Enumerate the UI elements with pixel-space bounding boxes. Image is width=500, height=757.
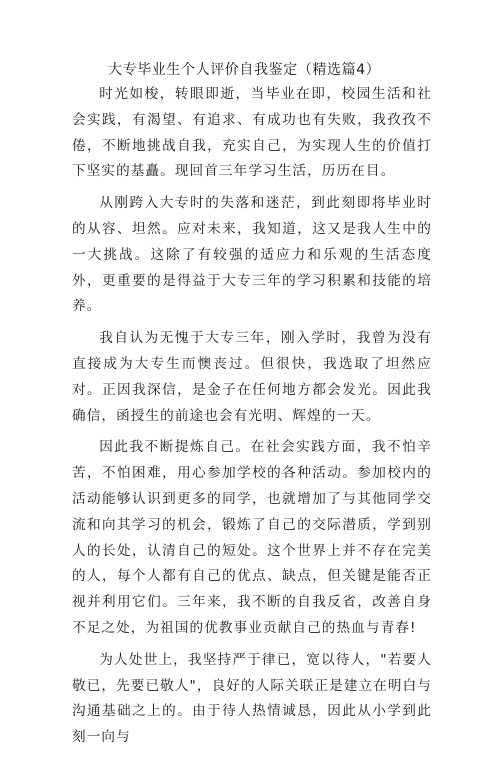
document-title: 大专毕业生个人评价自我鉴定（精选篇4） [108, 62, 381, 78]
document-body [72, 58, 432, 757]
paragraph-1: 时光如梭，转眼即逝，当毕业在即，校园生活和社会实践，有渴望、有追求、有成功也有失败，我孜孜不倦，不断地挑战自我，充实自己，为实现人生的价值打下坚实的基矗。现回首三年学习生活，历历在目。 [72, 86, 432, 180]
paragraph-5: 为人处世上，我坚持严于律已，宽以待人，"若要人敬已，先要已敬人"，良好的人际关联正是建立在明白与沟通基础之上的。由于待人热情诚恳，因此从小学到此刻一向与 [72, 651, 433, 746]
paragraph-4: 因此我不断提炼自己。在社会实践方面，我不怕辛苦，不怕困难，用心参加学校的各种活动。参加校内的活动能够认识到更多的同学，也就增加了与其他同学交流和向其学习的机会，锻炼了自己的交际潜质，学到别人的长处，认清自己的短处。这个世界上并不存在完美的人，每个人都有自己的优点、缺点，但关键是能否正视并利用它们。三年来，我不断的自我反省，改善自身不足之处，为祖国的优教事业贡献自己的热血与青春! [72, 439, 432, 636]
paragraph-3: 我自认为无愧于大专三年，刚入学时，我曾为没有直接成为大专生而懊丧过。但很快，我选取了坦然应对。正因我深信，是金子在任何地方都会发光。因此我确信，函授生的前途也会有光明、辉煌的一天。 [72, 330, 432, 424]
paragraph-2: 从刚跨入大专时的失落和迷茫，到此刻即将毕业时的从容、坦然。应对未来，我知道，这又是我人生中的一大挑战。这除了有较强的适应力和乐观的生活态度外，更重要的是得益于大专三年的学习积累和技能的培养。 [72, 195, 432, 315]
